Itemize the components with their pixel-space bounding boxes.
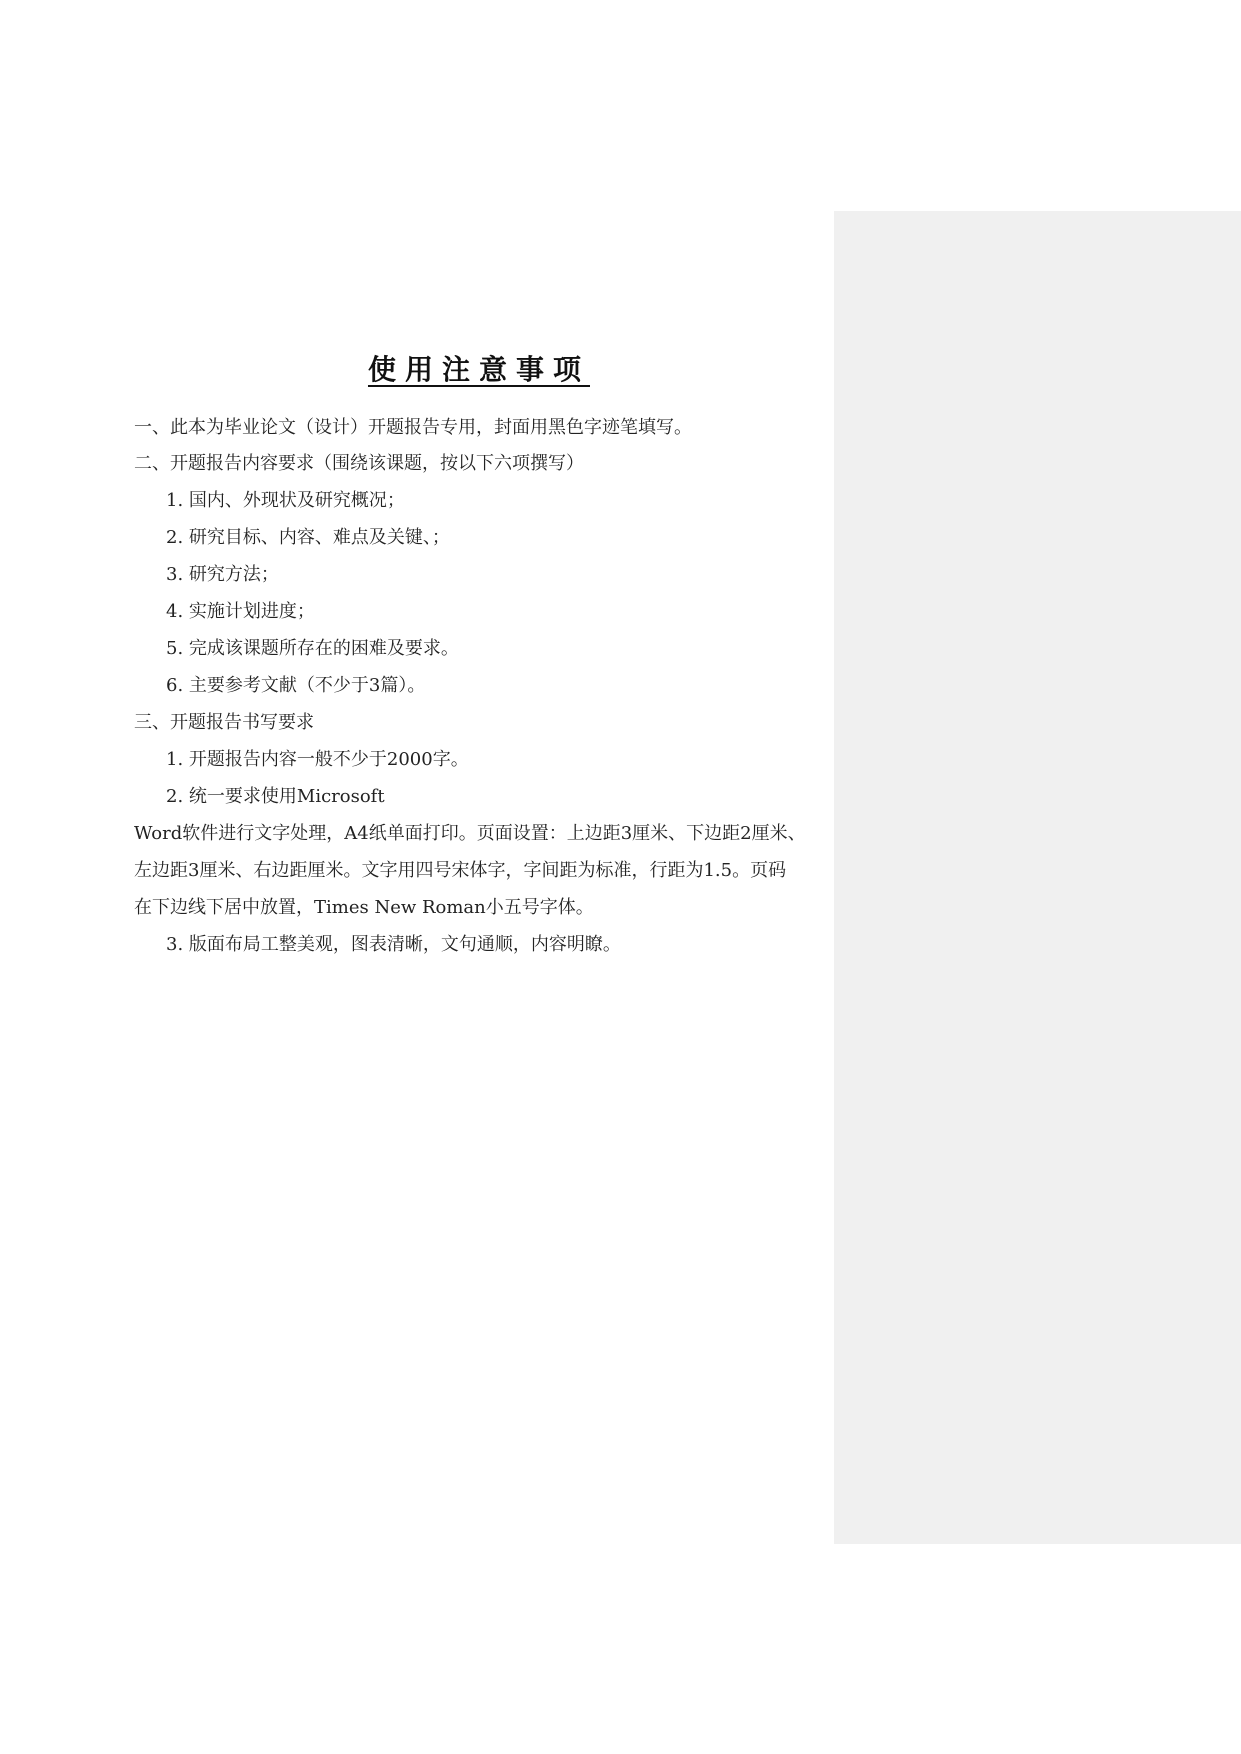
section-3-item-3: 3. 版面布局工整美观，图表清晰，文句通顺，内容明瞭。 bbox=[166, 934, 621, 955]
section-2-item-6: 6. 主要参考文献（不少于3篇）。 bbox=[166, 675, 426, 696]
section-3-item-2-cont-2: 左边距3厘米、右边距厘米。文字用四号宋体字，字间距为标准，行距为1.5。页码 bbox=[134, 860, 787, 881]
comment-pane bbox=[834, 211, 1241, 1544]
section-2-heading: 二、开题报告内容要求（围绕该课题，按以下六项撰写） bbox=[134, 453, 584, 474]
section-2-item-3: 3. 研究方法； bbox=[166, 564, 279, 585]
section-2-item-2: 2. 研究目标、内容、难点及关键、； bbox=[166, 527, 450, 548]
section-3-heading: 三、开题报告书写要求 bbox=[134, 712, 314, 733]
document-title: 使用注意事项 bbox=[367, 353, 590, 386]
section-2-item-4: 4. 实施计划进度； bbox=[166, 601, 315, 622]
section-3-item-2: 2. 统一要求使用Microsoft bbox=[166, 786, 385, 807]
section-3-item-2-cont-1: Word软件进行文字处理，A4纸单面打印。页面设置：上边距3厘米、下边距2厘米、 bbox=[134, 823, 806, 844]
section-3-item-1: 1. 开题报告内容一般不少于2000字。 bbox=[166, 749, 469, 770]
section-1-line: 一、此本为毕业论文（设计）开题报告专用，封面用黑色字迹笔填写。 bbox=[134, 417, 692, 438]
section-2-item-1: 1. 国内、外现状及研究概况； bbox=[166, 490, 405, 511]
section-3-item-2-cont-3: 在下边线下居中放置，Times New Roman小五号字体。 bbox=[134, 897, 594, 918]
section-2-item-5: 5. 完成该课题所存在的困难及要求。 bbox=[166, 638, 459, 659]
